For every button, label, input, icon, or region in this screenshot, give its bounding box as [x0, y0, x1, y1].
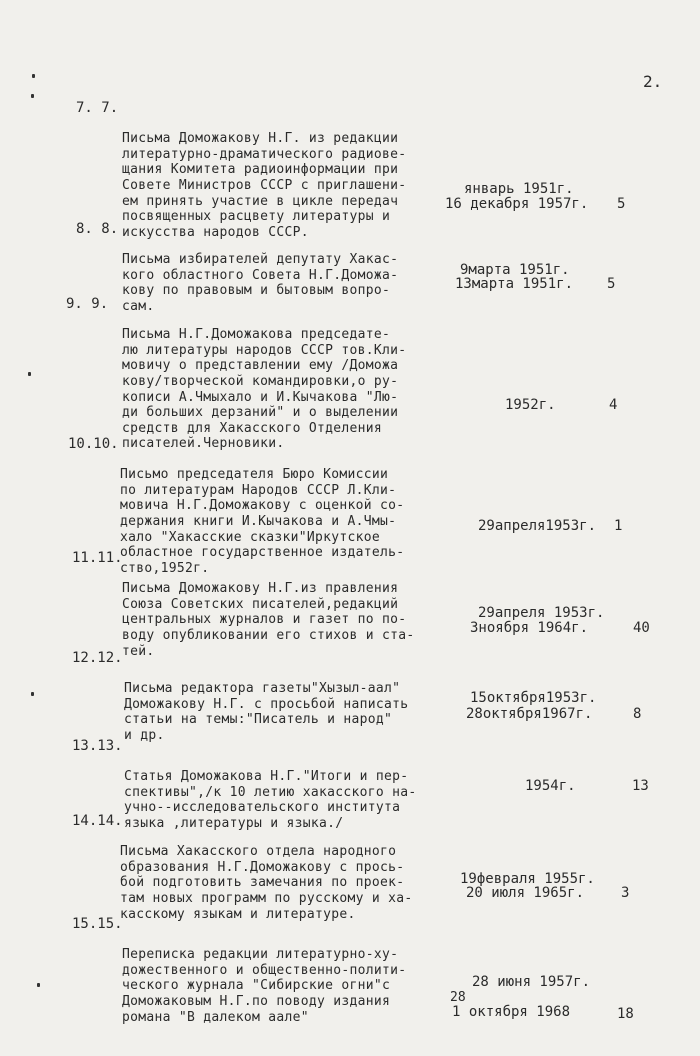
- handwritten-note: 28: [450, 990, 466, 1005]
- date-end: 13марта 1951г.: [455, 276, 574, 292]
- page-count: 18: [617, 1006, 634, 1022]
- date-end: 1952г.: [505, 397, 556, 413]
- entry-number: 9. 9.: [66, 296, 109, 312]
- date-start: 9марта 1951г.: [460, 262, 570, 278]
- date-end: 20 июля 1965г.: [466, 885, 585, 901]
- entry-number: 11.11.: [72, 550, 123, 566]
- date-end: 1 октября 1968: [452, 1004, 571, 1020]
- entry-description: Письма Доможакову Н.Г. из редакции литературно-драматического радиове- щания Комитета радиоинформации при Совете Министров СССР с приглашени- ем принять участие в цикле передач посвященных расцвету литературы и искусства народов СССР.: [122, 131, 407, 240]
- entry-description: Письма Хакасского отдела народного образования Н.Г.Доможакову с прось- бой подготовить замечания по проек- там новых программ по русскому и ха- касскому языкам и литературе.: [120, 844, 413, 922]
- entry-number: 15.15.: [72, 916, 123, 932]
- entry-number: 14.14.: [72, 813, 123, 829]
- entry-description: Переписка редакции литературно-ху- дожественного и общественно-полити- ческого журнала "Сибирские огни"с Доможаковым Н.Г.по поводу издания романа "В далеком аале": [122, 947, 407, 1025]
- date-end: 29апреля1953г.: [478, 518, 597, 534]
- punch-mark: [32, 74, 35, 78]
- date-start: 28 июня 1957г.: [472, 974, 591, 990]
- punch-mark: [31, 692, 34, 696]
- entry-description: Письма Н.Г.Доможакова председате- лю литературы народов СССР тов.Кли- мовичу о представлении ему /Доможа кову/творческой командировки,о ру- кописи А.Чмыхало и И.Кычакова "Лю- ди больших дерзаний" и о выделении средств для Хакасского Отделения писателей.Черновики.: [122, 327, 407, 452]
- date-end: 1954г.: [525, 778, 576, 794]
- page-count: 8: [633, 706, 642, 722]
- page-count: 40: [633, 620, 650, 636]
- page-count: 1: [614, 518, 623, 534]
- entry-description: Письма Доможакову Н.Г.из правления Союза Советских писателей,редакций центральных журналов и газет по по- воду опубликовании его стихов и ста- тей.: [122, 581, 415, 659]
- punch-mark: [31, 94, 34, 98]
- page-count: 13: [632, 778, 649, 794]
- date-start: 15октября1953г.: [470, 690, 597, 706]
- entry-number: 7. 7.: [76, 100, 119, 116]
- date-end: 28октября1967г.: [466, 706, 593, 722]
- date-end: 16 декабря 1957г.: [445, 196, 589, 212]
- date-end: 3ноября 1964г.: [470, 620, 589, 636]
- entry-number: 10.10.: [68, 436, 119, 452]
- entry-description: Письма редактора газеты"Хызыл-аал" Доможакову Н.Г. с просьбой написать статьи на темы:"Писатель и народ" и др.: [124, 681, 409, 743]
- page-count: 3: [621, 885, 630, 901]
- entry-description: Письмо председателя Бюро Комиссии по литературам Народов СССР Л.Кли- мовича Н.Г.Доможакову с оценкой со- держания книги И.Кычакова и А.Чмы- хало "Хакасские сказки"Иркутское областное государственное издатель- ство,1952г.: [120, 467, 405, 576]
- date-start: 19февраля 1955г.: [460, 871, 595, 887]
- entry-description: Письма избирателей депутату Хакас- кого областного Совета Н.Г.Доможа- кову по правовым и бытовым вопро- сам.: [122, 252, 399, 314]
- punch-mark: [28, 372, 31, 376]
- entry-number: 13.13.: [72, 738, 123, 754]
- date-start: январь 1951г.: [464, 181, 574, 197]
- entry-number: 8. 8.: [76, 221, 119, 237]
- punch-mark: [37, 983, 40, 987]
- page-count: 5: [607, 276, 616, 292]
- entry-description: Статья Доможакова Н.Г."Итоги и пер- спективы",/к 10 летию хакасского на- учно--исследовательского института языка ,литературы и языка./: [124, 769, 417, 831]
- date-start: 29апреля 1953г.: [478, 605, 605, 621]
- entry-number: 12.12.: [72, 650, 123, 666]
- page-number: 2.: [643, 72, 663, 91]
- page-count: 4: [609, 397, 618, 413]
- page-count: 5: [617, 196, 626, 212]
